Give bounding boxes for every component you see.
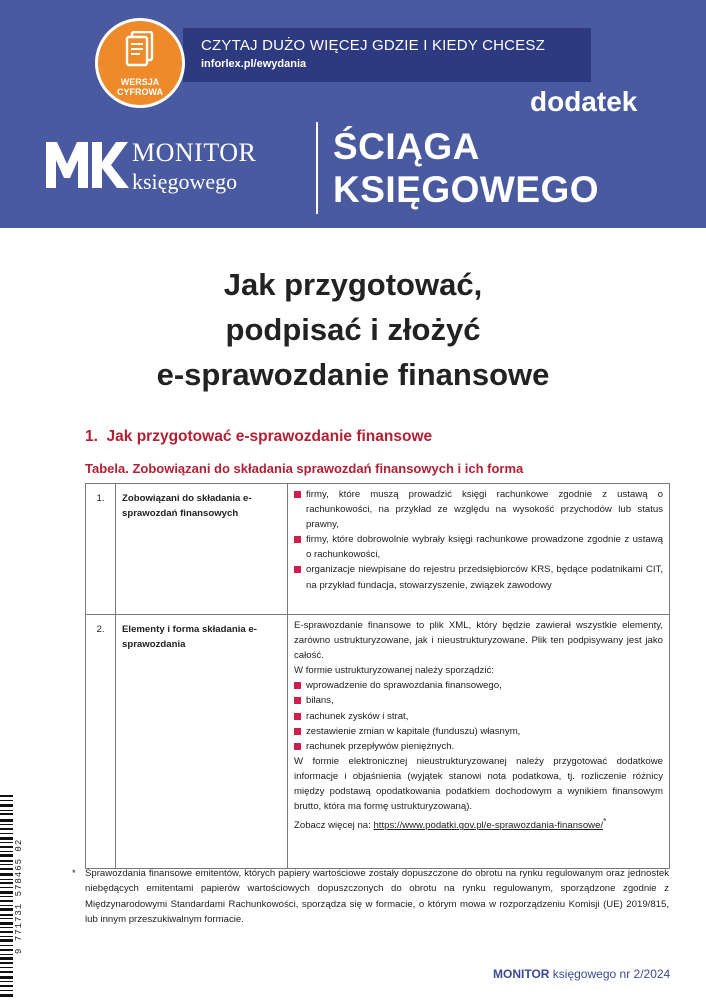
footnote <box>72 866 669 928</box>
row-number: 1. <box>86 484 116 615</box>
paragraph: W formie elektronicznej nieustrukturyzowanej należy przygotować dodatkowe informacje i objaśnienia (wyjątek stanowi nota podatkowa, tj. rozliczenie różnicy między podstawą opodatkowania podatkiem dochodowym a wynikiem finansowym brutto, która ma formę ustrukturyzowaną). <box>294 755 663 813</box>
list-item: rachunek zysków i strat, <box>294 709 663 724</box>
article-title-line: e-sprawozdanie finansowe <box>156 357 550 392</box>
footnote-text: Sprawozdania finansowe emitentów, których papiery wartościowe zostały dopuszczone do obrotu na rynku regulowanym oraz jednostek niebędących emitentami papierów wartościowych dopuszczonych do obrotu na rynku regulowanym, sporządzone zgodnie z Międzynarodowymi Standardami Rachunkowości, sporządza się w formacie, o którym mowa w rozporządzeniu Komisji (UE) 2019/815, lub innym przeszukiwalnym formacie. <box>85 868 669 926</box>
row-label: Zobowiązani do składania e-sprawozdań finansowych <box>116 484 288 615</box>
brand-subname: księgowego <box>132 169 238 194</box>
brand-name: MONITOR <box>132 138 257 167</box>
footer-brand2: księgowego <box>552 967 617 981</box>
list-item: wprowadzenie do sprawozdania finansowego, <box>294 678 663 693</box>
badge-label-1: WERSJA <box>120 77 160 87</box>
footer-brand: MONITOR <box>493 967 550 981</box>
publication-title-line2: KSIĘGOWEGO <box>333 169 600 210</box>
list-item: firmy, które muszą prowadzić księgi rachunkowe zgodnie z ustawą o rachunkowości, na przykład ze względu na wysokość przychodów lub status prawny, <box>294 487 663 532</box>
barcode-number: 9 771731 578465 02 <box>14 838 24 955</box>
promo-link[interactable]: inforlex.pl/ewydania <box>201 58 307 70</box>
list-item: rachunek przepływów pieniężnych. <box>294 739 663 754</box>
article-title <box>0 262 706 397</box>
tablet-icon <box>124 31 158 73</box>
more-info <box>294 814 663 833</box>
table-row <box>86 484 670 615</box>
promo-text: CZYTAJ DUŻO WIĘCEJ GDZIE I KIEDY CHCESZ <box>201 37 545 54</box>
table-row <box>86 615 670 869</box>
row-content <box>288 484 670 615</box>
paragraph: W formie ustrukturyzowanej należy sporządzić: <box>294 665 494 677</box>
mk-logo-icon <box>44 138 130 190</box>
footnote-ref: * <box>603 817 607 827</box>
more-prefix: Zobacz więcej na: <box>294 820 374 832</box>
podatki-link[interactable]: https://www.podatki.gov.pl/e-sprawozdania-finansowe/ <box>373 820 604 832</box>
list-item: zestawienie zmian w kapitale (funduszu) własnym, <box>294 724 663 739</box>
list-item: organizacje niewpisane do rejestru przedsiębiorców KRS, będące podatnikami CIT, na przykład fundacja, stowarzyszenie, związek zawodowy <box>294 562 663 592</box>
row-label: Elementy i forma składania e-sprawozdania <box>116 615 288 869</box>
header-band <box>0 0 706 228</box>
article-title-line: Jak przygotować, <box>223 267 483 302</box>
table-caption: Tabela. Zobowiązani do składania sprawozdań finansowych i ich forma <box>85 461 524 476</box>
badge-label-2: CYFROWA <box>117 87 163 97</box>
digital-version-badge[interactable] <box>95 18 185 108</box>
footnote-mark: * <box>72 868 76 879</box>
article-title-line: podpisać i złożyć <box>225 312 481 347</box>
footer-issue: nr 2/2024 <box>619 967 671 981</box>
publication-title-line1: ŚCIĄGA <box>333 126 480 167</box>
supplement-label: dodatek <box>530 86 638 117</box>
paragraph: E-sprawozdanie finansowe to plik XML, który będzie zawierał wszystkie elementy, zarówno ustrukturyzowane, jak i nieustrukturyzowane. Plik ten podpisywany jest jako całość. <box>294 620 663 662</box>
section-heading: 1. Jak przygotować e-sprawozdanie finansowe <box>85 428 433 445</box>
row-number: 2. <box>86 615 116 869</box>
list-item: bilans, <box>294 693 663 708</box>
list-item: firmy, które dobrowolnie wybrały księgi rachunkowe prowadzone zgodnie z ustawą o rachunkowości, <box>294 532 663 562</box>
promo-bar[interactable] <box>183 28 591 82</box>
header-divider <box>316 122 318 214</box>
obligations-table <box>85 483 670 869</box>
row-content <box>288 615 670 869</box>
page-footer <box>493 967 670 981</box>
